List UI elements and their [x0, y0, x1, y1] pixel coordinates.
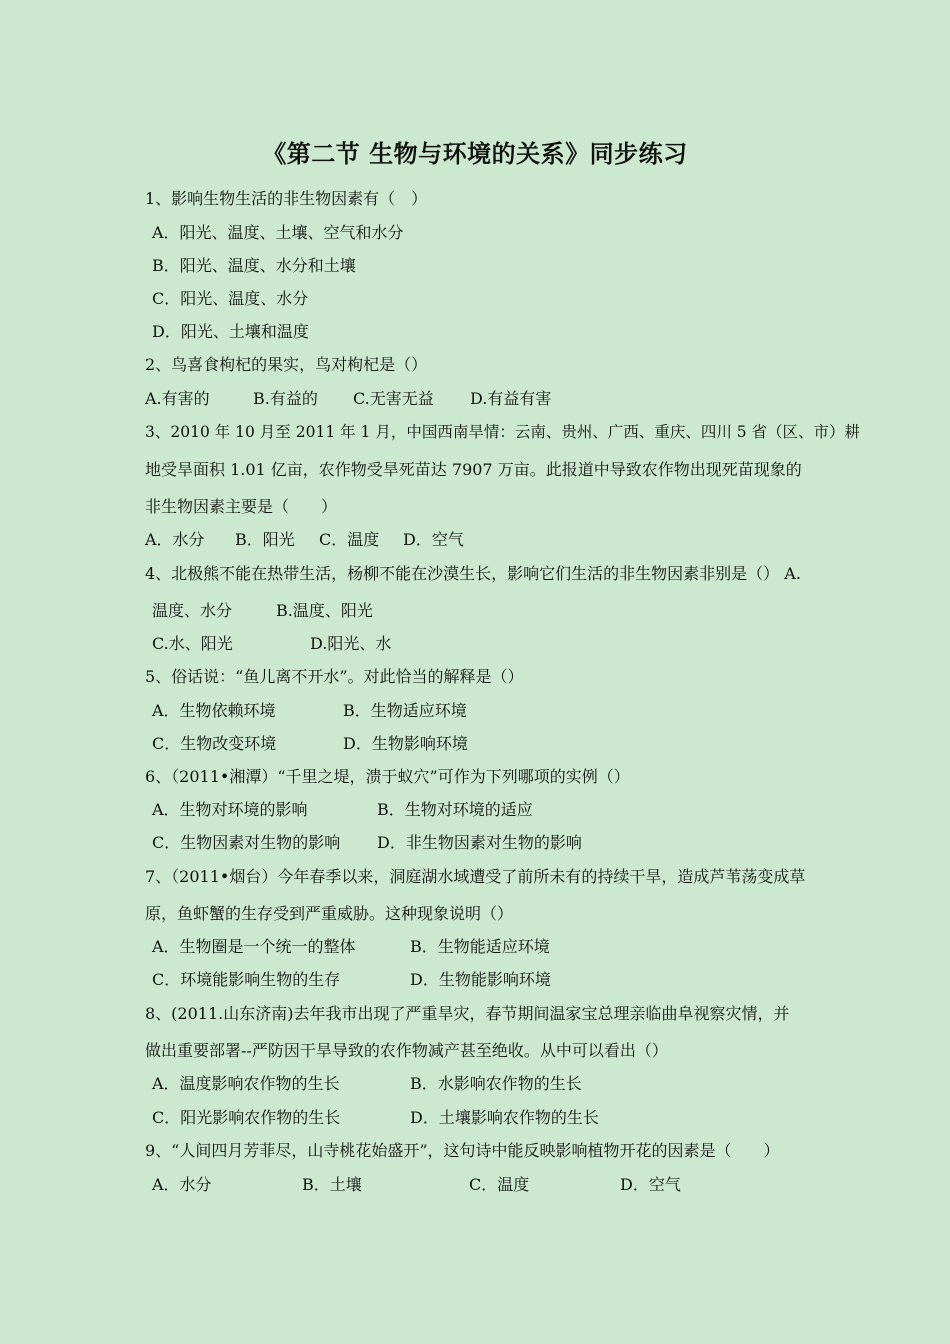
q4-option-b: B.温度、阳光: [276, 601, 373, 620]
q3-option-d: D．空气: [403, 530, 464, 549]
q2-option-b: B.有益的: [253, 389, 318, 408]
q1-option-b: B．阳光、温度、水分和土壤: [152, 256, 356, 275]
question-7-line-1: 7、（2011•烟台）今年春季以来，洞庭湖水域遭受了前所未有的持续干旱，造成芦苇荡变成草: [145, 867, 806, 886]
q8-options-row-1: [152, 1074, 582, 1094]
question-1: 1、影响生物生活的非生物因素有（ ）: [145, 189, 428, 208]
q8-option-c: C．阳光影响农作物的生长: [152, 1108, 341, 1127]
q3-option-b: B．阳光: [235, 530, 295, 549]
q8-option-a: A．温度影响农作物的生长: [152, 1074, 340, 1093]
q1-option-d: D．阳光、土壤和温度: [152, 322, 309, 341]
q5-option-c: C．生物改变环境: [152, 734, 277, 753]
q9-option-c: C．温度: [469, 1175, 530, 1194]
question-2: 2、鸟喜食枸杞的果实，鸟对枸杞是（）: [145, 355, 428, 374]
page-title: 《第二节 生物与环境的关系》同步练习: [262, 139, 688, 168]
q2-option-d: D.有益有害: [470, 389, 552, 408]
q5-options-row-2: [152, 734, 468, 754]
q5-option-d: D．生物影响环境: [343, 734, 468, 753]
q5-option-a: A．生物依赖环境: [152, 701, 276, 720]
q7-options-row-1: [152, 937, 550, 957]
q6-option-b: B．生物对环境的适应: [377, 800, 533, 819]
question-9: 9、“人间四月芳菲尽，山寺桃花始盛开”，这句诗中能反映影响植物开花的因素是（ ）: [145, 1141, 780, 1160]
q1-option-c: C．阳光、温度、水分: [152, 289, 309, 308]
question-5: 5、俗话说：“鱼儿离不开水”。对此恰当的解释是（）: [145, 667, 524, 686]
question-6: 6、（2011•湘潭）“千里之堤，溃于蚁穴”可作为下列哪项的实例（）: [145, 767, 630, 786]
question-8-line-2: 做出重要部署--严防因干旱导致的农作物减产甚至绝收。从中可以看出（）: [145, 1041, 668, 1060]
question-3-line-3: 非生物因素主要是（ ）: [145, 497, 338, 516]
q7-option-a: A．生物圈是一个统一的整体: [152, 937, 356, 956]
q5-options-row-1: [152, 701, 467, 721]
q7-option-d: D．生物能影响环境: [410, 970, 551, 989]
q4-option-d: D.阳光、水: [310, 634, 392, 653]
question-8-line-1: 8、(2011.山东济南)去年我市出现了严重旱灾，春节期间温家宝总理亲临曲阜视察灾情，并: [145, 1004, 790, 1023]
q6-option-d: D．非生物因素对生物的影响: [377, 833, 582, 852]
q8-options-row-2: [152, 1108, 599, 1128]
q5-option-b: B．生物适应环境: [343, 701, 467, 720]
question-7-line-2: 原，鱼虾蟹的生存受到严重威胁。这种现象说明（）: [145, 904, 514, 923]
q2-option-c: C.无害无益: [353, 389, 434, 408]
q1-option-a: A．阳光、温度、土壤、空气和水分: [152, 223, 404, 242]
q6-options-row-1: [152, 800, 533, 820]
q7-options-row-2: [152, 970, 551, 990]
q7-option-c: C．环境能影响生物的生存: [152, 970, 341, 989]
q6-options-row-2: [152, 833, 582, 853]
q7-option-b: B．生物能适应环境: [410, 937, 550, 956]
q9-option-d: D．空气: [620, 1175, 681, 1194]
q2-option-a: A.有害的: [145, 389, 210, 408]
q4-option-c: C.水、阳光: [152, 634, 233, 653]
q9-option-b: B．土壤: [302, 1175, 362, 1194]
q3-options-row: [145, 530, 464, 550]
question-4: 4、北极熊不能在热带生活，杨柳不能在沙漠生长，影响它们生活的非生物因素非别是（） A.: [145, 564, 801, 583]
q8-option-b: B．水影响农作物的生长: [410, 1074, 582, 1093]
q4-option-a-text: 温度、水分: [152, 601, 233, 620]
q3-option-c: C．温度: [319, 530, 380, 549]
q9-options-row: [152, 1175, 681, 1195]
q6-option-a: A．生物对环境的影响: [152, 800, 308, 819]
q6-option-c: C．生物因素对生物的影响: [152, 833, 341, 852]
q2-options-row: [145, 389, 551, 409]
q3-option-a: A．水分: [145, 530, 205, 549]
q9-option-a: A．水分: [152, 1175, 212, 1194]
q4-options-row-1: [152, 601, 373, 621]
question-3-line-2: 地受旱面积 1.01 亿亩，农作物受旱死苗达 7907 万亩。此报道中导致农作物出现死苗现象的: [145, 460, 802, 479]
question-3-line-1: 3、2010 年 10 月至 2011 年 1 月，中国西南旱情：云南、贵州、广西、重庆、四川 5 省（区、市）耕: [145, 423, 861, 441]
q8-option-d: D．土壤影响农作物的生长: [410, 1108, 599, 1127]
q4-options-row-2: [152, 634, 391, 654]
